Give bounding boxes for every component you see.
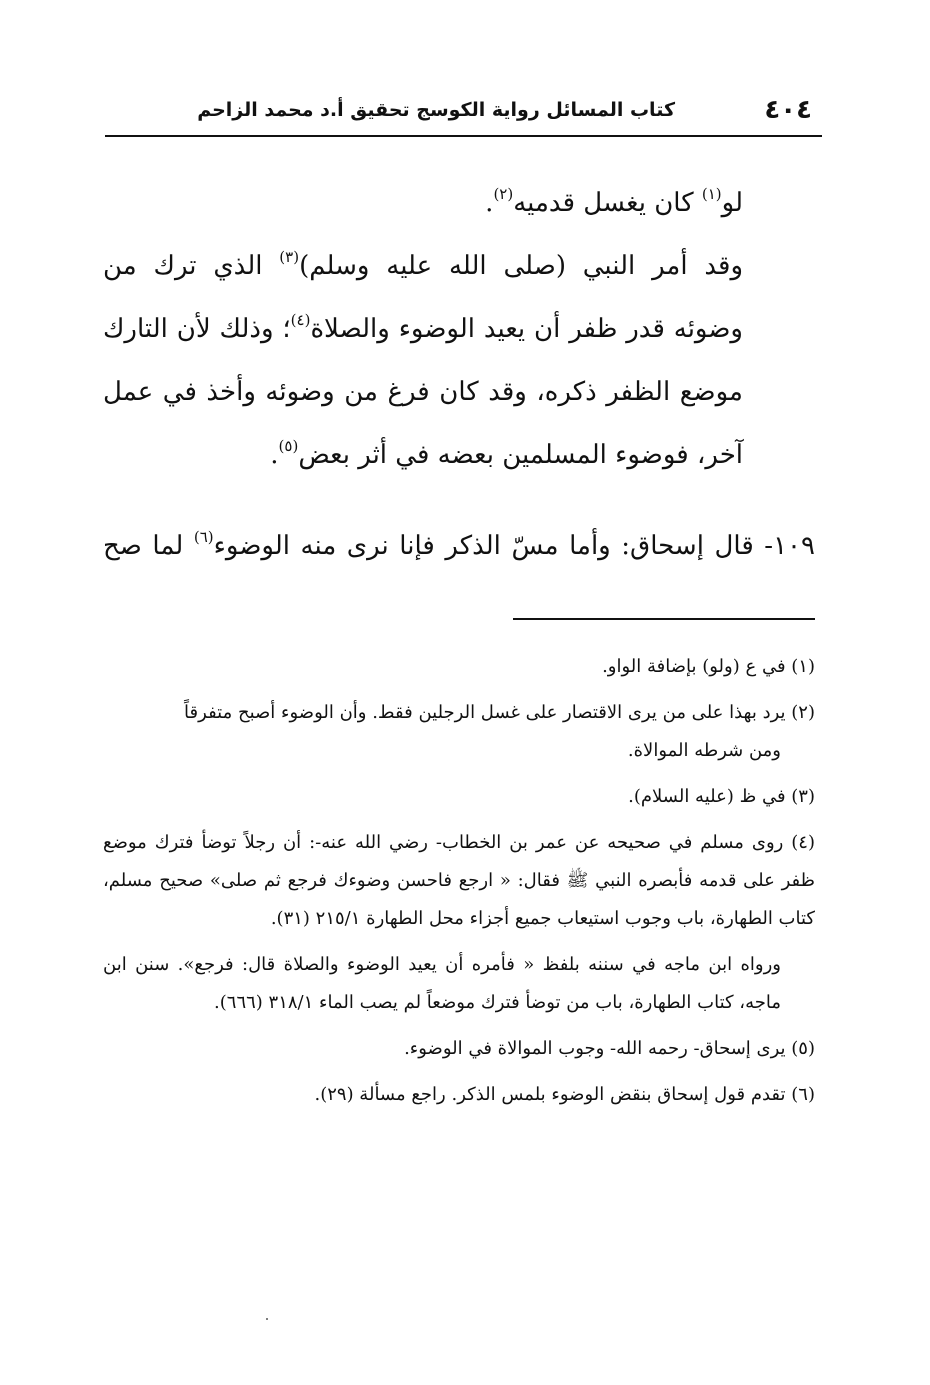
footnote-ref-4: (٤): [290, 311, 311, 329]
footnote-ref-3: (٣): [279, 248, 300, 266]
text-run: لو: [721, 188, 743, 218]
scan-speck: [266, 1318, 268, 1320]
page-header: [105, 92, 820, 132]
text-run: كان يغسل قدميه: [513, 188, 702, 218]
footnote-4-continued: ورواه ابن ماجه في سننه بلفظ « فأمره أن يعيد الوضوء والصلاة قال: فرجع». سنن ابن ماجه، كتاب الطهارة، باب من توضأ فترك موضعاً لم يصب الماء ٣١٨/١ (٦٦٦).: [103, 954, 781, 1013]
paragraph-2: [103, 235, 743, 487]
footnote-6: (٦) تقدم قول إسحاق بنقض الوضوء بلمس الذكر. راجع مسألة (٢٩).: [314, 1084, 815, 1105]
footnotes: [103, 648, 815, 1122]
footnote-5: (٥) يرى إسحاق- رحمه الله- وجوب الموالاة في الوضوء.: [404, 1038, 815, 1059]
text-run: ١٠٩- قال إسحاق: وأما مسّ الذكر فإنا نرى منه الوضوء: [213, 531, 815, 561]
footnote-ref-2: (٢): [493, 185, 514, 203]
text-run: وقد أمر النبي (صلى الله عليه وسلم): [299, 251, 743, 281]
main-text: [103, 172, 743, 487]
paragraph-1: [103, 172, 743, 235]
footnote-ref-6: (٦): [193, 528, 214, 546]
page-number: ٤٠٤: [764, 95, 812, 125]
footnote-ref-5: (٥): [278, 437, 299, 455]
running-title: كتاب المسائل رواية الكوسج تحقيق أ.د محمد الزاحم: [197, 99, 675, 121]
section-109: [103, 520, 815, 572]
footnote-ref-1: (١): [701, 185, 722, 203]
text-run: ؛ وذلك لأن التارك موضع الظفر ذكره، وقد كان فرغ من وضوئه وأخذ في عمل آخر، فوضوء المسلمين بعضه في أثر بعض: [103, 314, 743, 470]
footnote-rule: [513, 618, 815, 620]
text-run: الذي ترك من وضوئه قدر ظفر أن يعيد الوضوء والصلاة: [103, 251, 743, 344]
header-rule: [105, 135, 822, 137]
text-run: لما صح: [103, 531, 194, 561]
footnote-2-continued: ومن شرطه الموالاة.: [627, 740, 781, 761]
footnote-3: (٣) في ظ (عليه السلام).: [628, 786, 815, 807]
text-run: .: [485, 188, 494, 218]
footnote-4: (٤) روى مسلم في صحيحه عن عمر بن الخطاب- رضي الله عنه-: أن رجلاً توضأ فترك موضع ظفر على قدمه فأبصره النبي ﷺ فقال: « ارجع فاحسن وضوءك فرجع ثم صلى» صحيح مسلم، كتاب الطهارة، باب وجوب استيعاب جميع أجزاء محل الطهارة ٢١٥/١ (٣١).: [103, 832, 815, 929]
text-run: .: [270, 440, 279, 470]
footnote-1: (١) في ع (ولو) بإضافة الواو.: [602, 656, 815, 677]
footnote-2: (٢) يرد بهذا على من يرى الاقتصار على غسل الرجلين فقط. وأن الوضوء أصبح متفرقاً: [184, 702, 815, 723]
